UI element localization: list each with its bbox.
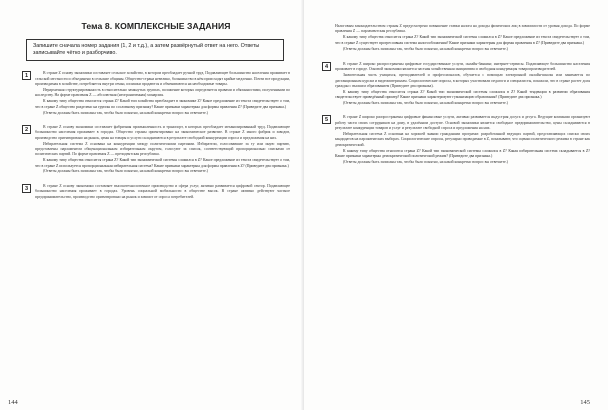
- task-4-paragraph: В стране Z широко распространены цифровые государственные услуги, онлайн-банкинг, интернет-сервисы. Подавляющее большинство населения проживает в городе. Основой экономики является частная хозяйственная инициатива и свободная конкуренция товаропроизводителей.: [335, 61, 590, 72]
- task-3-question: К какому типу общества относится страна Z? Какой тип экономической системы сложился в Z? Какое предложение из текста свидетельствует о том, что в стране Z существует прогрессивная система налогообложения? Какие признаки характерны для формы правления в Z? (Приведите два признака.): [335, 35, 590, 45]
- task-3-continued-paragraph: Налоговым законодательством страны Z предусмотрено повышение ставки налога на доходы физических лиц в зависимости от уровня дохода. По форме правления Z — парламентская республика.: [335, 24, 590, 34]
- task-1-paragraph: В стране Z основу экономики составляет сельское хозяйство, в котором преобладает ручной труд. Подавляющее большинство населения проживает в сельской местности и объединено в сельские общины. Общество-страна невелико, большинство в нём происходят крайне медленно. Почти все продукции, производимая в хозяйстве, потребляется внутри семьи, излишки продаются и обмениваются на необходимые товары.: [35, 71, 290, 87]
- left-page-content: [22, 0, 290, 200]
- task-5-question: К какому типу общества относится страна Z? Какой тип экономической системы сложился в Z? Какая избирательная система складывается в Z? Какие признаки характерны демократический политический режим? (Приведите два признака.): [335, 148, 590, 159]
- task-4-paragraph: Значительная часть учащихся, преподавателей и профессионалов, обучается с помощью электронной онлайн-школы или занимается по дистанционным курсам и видеоматериалам. Социологические опросы, в которых участвовали педагоги и специалисты, показали, что в стране растет доля граждан с высшим образованием (Приведите два признака).: [335, 73, 590, 88]
- page-number: 144: [8, 399, 18, 406]
- instructions-text: Запишите сначала номер задания (1, 2 и т.д.), а затем развёрнутый ответ на него. Ответы записывайте чётко и разборчиво.: [33, 43, 260, 57]
- instructions-box: [26, 39, 284, 61]
- task-2-paragraph: В стране Z основу экономики составляет фабричная промышленность и транспорт, в которых преобладает механизированный труд. Подавляющее большинство населения проживает в городах. Общество страны ориентировано на экономическое развитие. В стране Z много фабрик и заводов, производство ориентировано на рынок, цены на товары и услуги складываются в результате свободной конкуренции спроса и предложения на них.: [35, 124, 290, 140]
- task-number-badge: 2: [22, 125, 31, 134]
- task-number-badge: 5: [322, 115, 331, 124]
- task-4: [322, 62, 590, 107]
- page-number: 145: [580, 399, 590, 406]
- task-number-badge: 3: [22, 184, 31, 193]
- task-4-note: (Ответы должны быть записаны так, чтобы было понятно, на какой конкретно вопрос вы отвечаете.): [343, 101, 508, 106]
- task-2-note: (Ответы должны быть записаны так, чтобы было понятно, на какой конкретно вопрос вы отвечаете.): [43, 169, 208, 174]
- task-5-paragraph: Избирательная система Z основана на хорошей знании гражданами программ: разработанной ведущих партий, представляющих списки своих кандидатов на парламентских выборах. Социологические опросы, регулярно проводимые в Z, показывают, что оценки политического режима в стране как демократический.: [335, 132, 590, 147]
- task-3-continued: [322, 24, 590, 52]
- right-page-content: [322, 0, 590, 165]
- task-number-badge: 1: [22, 71, 31, 80]
- task-1-question: К какому типу общества относится страна Z? Какой тип хозяйства преобладает в экономике Z? Какое предложение из текста свидетельствует о том, что в стране Z общество разделено на группы по сословному признаку? Какие признаки характерны для формы правления Z? (Приведите два признака.): [35, 99, 290, 109]
- task-number-badge: 4: [322, 62, 331, 71]
- task-5-paragraph: В стране Z широко распространены цифровые финансовые услуги, активно развивается индустрия досуга и десуга. Ведущие компании организуют работу части своих сотрудников на дому, в удалённом доступе. Основой экономики является свободное предпринимательство, цены складываются в результате конкуренции товаров и услуг и результате свободной спроса и предложения на них.: [335, 115, 590, 131]
- task-1: [22, 71, 290, 116]
- task-3-note: (Ответы должны быть записаны так, чтобы было понятно, на какой конкретно вопрос вы отвечаете.): [343, 46, 508, 51]
- task-3: [22, 184, 290, 200]
- theme-title: Тема 8. КОМПЛЕКСНЫЕ ЗАДАНИЯ: [81, 21, 231, 31]
- task-2: [22, 125, 290, 175]
- task-2-paragraph: Избирательная система Z основана на конкуренции между политическими партиями. Избиратели, голосовавшие за ту или иную партию, представлены парламентом общенациональным избирательным округом, голосуют за список, соответствующий пропорционально списками от политических партий. По форме правления Z — президентская республика.: [35, 141, 290, 157]
- task-3-paragraph: В стране Z основу экономики составляет высокотехнологичное производство и сфера услуг, активно развивается цифровой сектор. Подавляющее большинство населения проживает в городах. Уровень социальной мобильности в обществе высок. В стране активно действуют частное предпринимательство, производство ориентировано на рынок и зависит от спроса потребителей.: [35, 183, 290, 199]
- task-4-question: К какому типу общества относится страна Z? Какой тип экономической системы сложился в Z? Какой тенденции в развитии образования свидетельствует приведённый пример? Какие признаки характеризуют гуманизацию образования? (Приведите два признака.): [335, 89, 590, 100]
- task-2-question: К какому типу общества относится страна Z? Какой тип экономической системы сложился в Z? Какое предложение из текста свидетельствует о том, что в стране Z используется пропорциональная избирательная система? Какие признаки характерны для формы правления в Z? (Приведите два признака.): [35, 158, 290, 168]
- right-page: [304, 0, 608, 410]
- task-5: [322, 115, 590, 165]
- task-5-note: (Ответы должны быть записаны так, чтобы было понятно, на какой конкретно вопрос вы отвечаете.): [343, 159, 508, 164]
- task-1-note: (Ответы должны быть записаны так, чтобы было понятно, на какой конкретно вопрос вы отвечаете.): [43, 110, 208, 115]
- task-1-paragraph: Иерархичная структурированность в относительно замкнутых группах, положение которых определяется правами и обязанностями, полученными по наследству. На форме правления Z — абсолютная (неограниченная) монархия.: [35, 88, 290, 98]
